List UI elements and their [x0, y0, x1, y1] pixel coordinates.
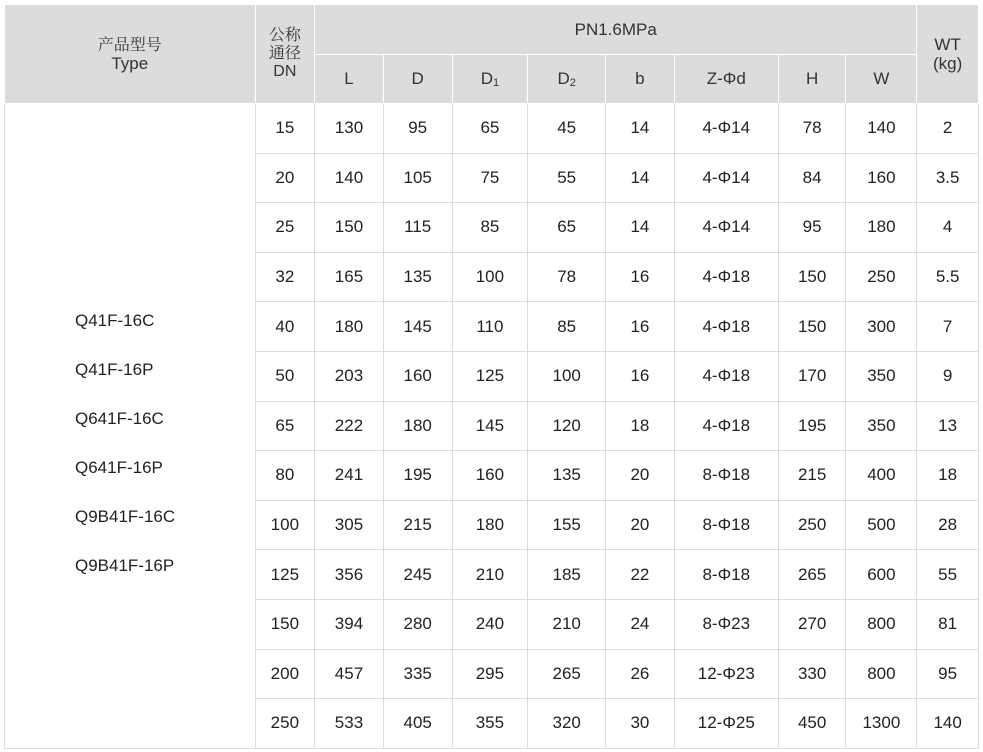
cell-d: 135: [383, 252, 452, 302]
header-dn-line2: 通径: [268, 45, 301, 62]
header-col-b: b: [606, 55, 675, 104]
cell-dn: 125: [255, 550, 315, 600]
cell-d: 245: [383, 550, 452, 600]
type-item: Q641F-16P: [75, 457, 163, 477]
cell-d1: 355: [452, 699, 528, 749]
cell-d2: 135: [528, 451, 606, 501]
cell-l: 150: [315, 203, 384, 253]
cell-dn: 32: [255, 252, 315, 302]
cell-l: 130: [315, 104, 384, 154]
cell-zd: 4-Φ14: [674, 104, 778, 154]
cell-w: 180: [846, 203, 917, 253]
cell-l: 222: [315, 401, 384, 451]
cell-d: 280: [383, 599, 452, 649]
cell-zd: 4-Φ18: [674, 351, 778, 401]
cell-d1: 295: [452, 649, 528, 699]
cell-d2: 265: [528, 649, 606, 699]
cell-wt: 81: [917, 599, 979, 649]
cell-w: 600: [846, 550, 917, 600]
cell-h: 170: [778, 351, 846, 401]
table-body: [5, 104, 979, 749]
cell-d2: 185: [528, 550, 606, 600]
cell-l: 356: [315, 550, 384, 600]
cell-dn: 250: [255, 699, 315, 749]
cell-h: 195: [778, 401, 846, 451]
cell-d2: 155: [528, 500, 606, 550]
cell-zd: 12-Φ25: [674, 699, 778, 749]
cell-b: 26: [606, 649, 675, 699]
cell-wt: 55: [917, 550, 979, 600]
cell-dn: 25: [255, 203, 315, 253]
cell-zd: 4-Φ18: [674, 401, 778, 451]
header-col-d2-sub: 2: [569, 77, 576, 89]
table-row: [5, 104, 979, 154]
cell-w: 1300: [846, 699, 917, 749]
cell-l: 241: [315, 451, 384, 501]
cell-d: 160: [383, 351, 452, 401]
cell-d1: 85: [452, 203, 528, 253]
cell-d2: 320: [528, 699, 606, 749]
cell-d1: 100: [452, 252, 528, 302]
cell-h: 84: [778, 153, 846, 203]
cell-d1: 75: [452, 153, 528, 203]
cell-wt: 7: [917, 302, 979, 352]
cell-d2: 65: [528, 203, 606, 253]
cell-h: 150: [778, 252, 846, 302]
header-col-d: D: [383, 55, 452, 104]
cell-wt: 13: [917, 401, 979, 451]
cell-h: 450: [778, 699, 846, 749]
cell-b: 18: [606, 401, 675, 451]
header-dn-line1: 公称: [268, 27, 301, 44]
cell-l: 305: [315, 500, 384, 550]
cell-w: 350: [846, 351, 917, 401]
type-item: Q41F-16P: [75, 359, 154, 379]
cell-b: 14: [606, 104, 675, 154]
cell-dn: 20: [255, 153, 315, 203]
cell-wt: 140: [917, 699, 979, 749]
cell-dn: 40: [255, 302, 315, 352]
cell-d2: 210: [528, 599, 606, 649]
cell-d1: 160: [452, 451, 528, 501]
cell-h: 215: [778, 451, 846, 501]
cell-wt: 3.5: [917, 153, 979, 203]
cell-b: 20: [606, 451, 675, 501]
cell-zd: 4-Φ14: [674, 153, 778, 203]
cell-b: 16: [606, 351, 675, 401]
header-col-d2-main: D: [557, 69, 570, 88]
header-wt-line2: (kg): [933, 54, 963, 73]
cell-h: 250: [778, 500, 846, 550]
type-list: [75, 309, 255, 578]
header-col-w: W: [846, 55, 917, 104]
header-wt: [917, 5, 979, 104]
cell-dn: 150: [255, 599, 315, 649]
cell-b: 14: [606, 153, 675, 203]
cell-dn: 100: [255, 500, 315, 550]
header-dn-line3: DN: [273, 63, 297, 80]
cell-wt: 95: [917, 649, 979, 699]
cell-l: 203: [315, 351, 384, 401]
cell-w: 250: [846, 252, 917, 302]
cell-l: 140: [315, 153, 384, 203]
cell-zd: 8-Φ18: [674, 550, 778, 600]
cell-wt: 28: [917, 500, 979, 550]
cell-wt: 4: [917, 203, 979, 253]
cell-wt: 2: [917, 104, 979, 154]
cell-wt: 9: [917, 351, 979, 401]
cell-b: 30: [606, 699, 675, 749]
header-col-zd: Z-Φd: [674, 55, 778, 104]
cell-d1: 180: [452, 500, 528, 550]
header-type: [5, 5, 256, 104]
cell-d1: 240: [452, 599, 528, 649]
header-col-d1: [452, 55, 528, 104]
cell-b: 16: [606, 302, 675, 352]
cell-w: 400: [846, 451, 917, 501]
cell-d1: 125: [452, 351, 528, 401]
cell-d: 145: [383, 302, 452, 352]
cell-dn: 200: [255, 649, 315, 699]
cell-d1: 210: [452, 550, 528, 600]
cell-wt: 5.5: [917, 252, 979, 302]
header-pressure-group: PN1.6MPa: [315, 5, 917, 55]
cell-d: 105: [383, 153, 452, 203]
cell-l: 165: [315, 252, 384, 302]
cell-l: 180: [315, 302, 384, 352]
header-type-cn: 产品型号: [97, 35, 162, 54]
cell-d: 95: [383, 104, 452, 154]
header-dn: [255, 5, 315, 104]
cell-d1: 110: [452, 302, 528, 352]
cell-w: 160: [846, 153, 917, 203]
cell-w: 800: [846, 599, 917, 649]
cell-h: 265: [778, 550, 846, 600]
cell-d1: 65: [452, 104, 528, 154]
cell-l: 457: [315, 649, 384, 699]
type-cell: [5, 104, 256, 749]
header-type-en: Type: [111, 54, 149, 73]
cell-h: 95: [778, 203, 846, 253]
cell-zd: 4-Φ18: [674, 302, 778, 352]
cell-w: 140: [846, 104, 917, 154]
cell-w: 300: [846, 302, 917, 352]
header-col-d1-main: D: [480, 69, 493, 88]
cell-l: 394: [315, 599, 384, 649]
cell-d2: 55: [528, 153, 606, 203]
header-col-h: H: [778, 55, 846, 104]
header-col-d1-sub: 1: [492, 77, 500, 89]
cell-zd: 8-Φ18: [674, 500, 778, 550]
cell-d2: 100: [528, 351, 606, 401]
type-item: Q41F-16C: [75, 310, 155, 330]
cell-b: 14: [606, 203, 675, 253]
cell-b: 24: [606, 599, 675, 649]
type-item: Q641F-16C: [75, 408, 164, 428]
cell-dn: 80: [255, 451, 315, 501]
type-item: Q9B41F-16C: [75, 506, 176, 526]
cell-dn: 65: [255, 401, 315, 451]
cell-w: 350: [846, 401, 917, 451]
cell-d: 335: [383, 649, 452, 699]
cell-b: 22: [606, 550, 675, 600]
cell-d2: 120: [528, 401, 606, 451]
cell-dn: 15: [255, 104, 315, 154]
cell-d2: 78: [528, 252, 606, 302]
cell-wt: 18: [917, 451, 979, 501]
header-wt-line1: WT: [934, 35, 961, 54]
cell-zd: 4-Φ14: [674, 203, 778, 253]
header-col-l: L: [315, 55, 384, 104]
cell-zd: 8-Φ18: [674, 451, 778, 501]
cell-d: 115: [383, 203, 452, 253]
cell-d: 195: [383, 451, 452, 501]
cell-d1: 145: [452, 401, 528, 451]
cell-d2: 45: [528, 104, 606, 154]
cell-w: 500: [846, 500, 917, 550]
cell-d: 215: [383, 500, 452, 550]
cell-zd: 4-Φ18: [674, 252, 778, 302]
cell-dn: 50: [255, 351, 315, 401]
cell-zd: 8-Φ23: [674, 599, 778, 649]
cell-zd: 12-Φ23: [674, 649, 778, 699]
cell-h: 150: [778, 302, 846, 352]
cell-d2: 85: [528, 302, 606, 352]
cell-d: 405: [383, 699, 452, 749]
cell-w: 800: [846, 649, 917, 699]
cell-l: 533: [315, 699, 384, 749]
cell-h: 330: [778, 649, 846, 699]
type-item: Q9B41F-16P: [75, 555, 175, 575]
header-col-d2: [528, 55, 606, 104]
cell-h: 78: [778, 104, 846, 154]
cell-h: 270: [778, 599, 846, 649]
cell-b: 16: [606, 252, 675, 302]
spec-table: [4, 4, 979, 749]
cell-d: 180: [383, 401, 452, 451]
cell-b: 20: [606, 500, 675, 550]
